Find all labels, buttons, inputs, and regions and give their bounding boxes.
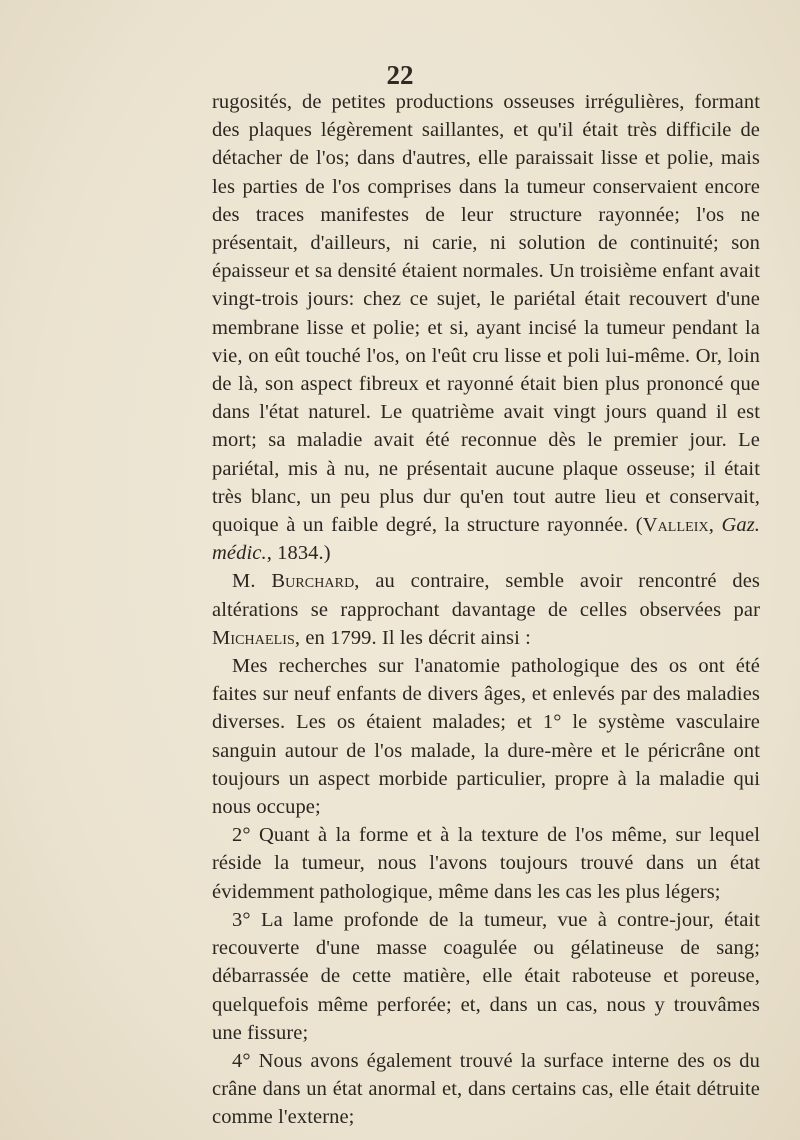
paragraph-4: 2° Quant à la forme et à la texture de l'os même, sur lequel réside la tumeur, nous l'avons toujours trouvé dans un état évidemment pathologique, même dans les cas les plus légers; (212, 824, 760, 903)
page-number: 22 (386, 60, 414, 90)
citation-year: , 1834.) (266, 542, 331, 565)
paragraph-2-mid: , au contraire, semble avoir rencontré des altérations se rapprochant davantage de celles observées par (212, 570, 760, 621)
citation-author: Valleix (642, 514, 709, 537)
body-text (212, 88, 760, 1132)
paragraph-6: 4° Nous avons également trouvé la surface interne des os du crâne dans un état anormal et, dans certains cas, elle était détruite comme l'externe; (212, 1049, 760, 1129)
paragraph-2-lead: M. (232, 570, 272, 593)
author-burchard: Burchard (271, 570, 355, 593)
paragraph-1-text: rugosités, de petites productions osseuses irrégulières, formant des plaques légèrement saillantes, et qu'il était très difficile de détacher de l'os; dans d'autres, elle paraissait lisse et polie, mais les parties de l'os comprises dans la tumeur conservaient encore des traces manifestes de leur structure rayonnée; l'os ne présentait, d'ailleurs, ni carie, ni solution de continuité; son épaisseur et sa densité étaient normales. Un troisième enfant avait vingt-trois jours: chez ce sujet, le pariétal était recouvert d'une membrane lisse et polie; et si, ayant incisé la tumeur pendant la vie, on eût touché l'os, on l'eût cru lisse et poli lui-même. Or, loin de là, son aspect fibreux et rayonné était bien plus prononcé que dans l'état naturel. Le quatrième avait vingt jours quand il est mort; sa maladie avait été reconnue dès le premier jour. Le pariétal, mis à nu, ne présentait aucune plaque osseuse; il était très blanc, un peu plus dur qu'en tout autre lieu et conservait, quoique à un faible degré, la structure rayonnée. ( (212, 91, 760, 537)
paragraph-3: Mes recherches sur l'anatomie pathologique des os ont été faites sur neuf enfants de divers âges, et enlevés par des maladies diverses. Les os étaient malades; et 1° le système vasculaire sanguin autour de l'os malade, la dure-mère et le péricrâne ont toujours un aspect morbide particulier, propre à la maladie qui nous occupe; (212, 655, 760, 819)
citation-journal: Gaz. médic. (212, 514, 761, 565)
paragraph-5: 3° La lame profonde de la tumeur, vue à contre-jour, était recouverte d'une masse coagulée ou gélatineuse de sang; débarrassée de cette matière, elle était raboteuse et poreuse, quelquefois même perforée; et, dans un cas, nous y trouvâmes une fissure; (212, 908, 760, 1044)
paragraph-1 (212, 88, 760, 567)
paragraph-2 (212, 567, 760, 652)
author-michaelis: Michaelis (212, 626, 295, 649)
paragraph-2-tail: , en 1799. Il les décrit ainsi : (294, 626, 531, 649)
citation-separator: , (708, 514, 722, 537)
